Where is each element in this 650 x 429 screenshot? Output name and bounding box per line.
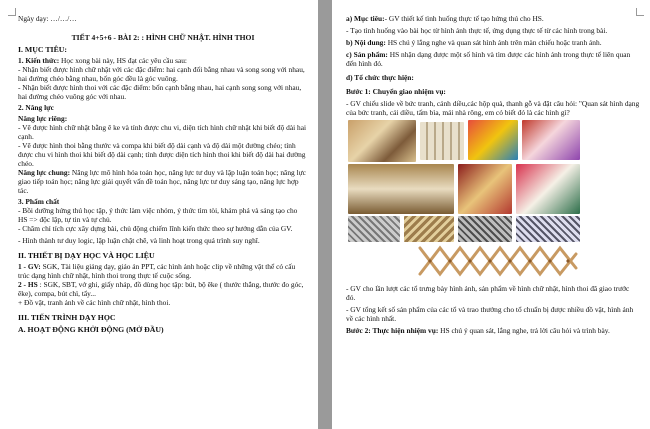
diamond-mesh-image (458, 216, 512, 242)
qualities-heading: 3. Phẩm chất (18, 197, 60, 206)
step1-text: - GV chiếu slide về bức tranh, cánh diều,các hộp quà, thanh gỗ và đặt câu hỏi: "Quan sát hình dạng của bức tranh, cái diều, tấm bìa, mái nhà rông, em có biết đó là các hình gì? (346, 99, 640, 117)
wire-fence-image (516, 216, 580, 242)
knowledge-item: - Nhận biết được hình thoi với các đặc điểm: bốn cạnh bằng nhau, hai cạnh song song với nhau, hai đường chéo vuông góc với nhau. (18, 83, 302, 101)
objective-item: - Tạo tình huống vào bài học từ hình ảnh thực tế, ứng dụng thực tế từ các hình trong bài. (346, 26, 608, 35)
lesson-title: TIẾT 4+5+6 - BÀI 2: : HÌNH CHỮ NHẬT. HÌNH THOI (71, 33, 255, 42)
competence-item: - Vẽ được hình chữ nhật bằng ê ke và tính được chu vi, diện tích hình chữ nhật khi biết độ dài hai cạnh. (18, 123, 307, 141)
picture-frame-image (348, 120, 416, 162)
quality-item: - Hình thành tư duy logic, lập luận chặt chẽ, và linh hoạt trong quá trình suy nghĩ. (18, 236, 260, 245)
right-page (332, 0, 650, 429)
wooden-lattice-image (404, 216, 454, 242)
section-objectives: I. MỤC TIÊU: (18, 45, 68, 54)
wooden-rack-image (416, 244, 580, 278)
step2-paragraph: Bước 2: Thực hiện nhiệm vụ: HS chú ý quan sát, lắng nghe, trả lời câu hỏi và trình bày. (346, 326, 610, 335)
kite-image (468, 120, 518, 160)
after-images-text: - GV tổng kết số sản phẩm của các tổ và trao thưởng cho tổ chuẩn bị được nhiều đồ vật, hình ảnh về các hình nhất. (346, 305, 634, 323)
after-images-text: - GV cho lần lượt các tổ trưng bày hình ảnh, sản phẩm về hình chữ nhật, hình thoi đã giao trước đó. (346, 284, 630, 302)
decorative-box-image (458, 164, 512, 214)
objective-paragraph: a) Mục tiêu:- GV thiết kế tình huống thực tế tạo hứng thú cho HS. (346, 14, 544, 23)
student-extra: + Đồ vật, tranh ảnh về các hình chữ nhật, hình thoi. (18, 298, 171, 307)
competence-heading: 2. Năng lực (18, 103, 54, 112)
wooden-panel-image (420, 122, 464, 160)
student-materials: 2 - HS : SGK, SBT, vở ghi, giấy nháp, đồ dùng học tập: bút, bộ êke ( thước thẳng, thước đo góc, êke), compa, bút chì, tẩy... (18, 280, 304, 298)
gift-boxes-image (522, 120, 580, 160)
product-paragraph: c) Sản phẩm: HS nhận dạng được một số hình và tìm được các hình ảnh trong thực tế liên quan đến hình đó. (346, 50, 631, 68)
section-process: III. TIẾN TRÌNH DẠY HỌC (18, 313, 116, 322)
quality-item: - Chăm chỉ tích cực xây dựng bài, chủ động chiếm lĩnh kiến thức theo sự hướng dẫn của GV. (18, 224, 293, 233)
specific-competence-heading: Năng lực riêng: (18, 114, 68, 123)
section-warmup: A. HOẠT ĐỘNG KHỞI ĐỘNG (MỞ ĐẦU) (18, 325, 164, 334)
step1-heading: Bước 1: Chuyển giao nhiệm vụ: (346, 87, 446, 96)
teacher-materials: 1 - GV: SGK, Tài liệu giảng dạy, giáo án PPT, các hình ảnh hoặc clip về những vật thể có cấu trúc dạng hình chữ nhật, hình thoi trong thực tế cuộc sống. (18, 262, 296, 280)
knowledge-item: - Nhận biết được hình chữ nhật với các đặc điểm: hai cạnh đối bằng nhau và song song với nhau, hai đường chéo bằng nhau, bốn góc đều là góc vuông. (18, 65, 305, 83)
teaching-date: Ngày dạy: …/…/… (18, 14, 77, 23)
crop-mark (8, 8, 16, 16)
knowledge-paragraph: 1. Kiến thức: Học xong bài này, HS đạt các yêu cầu sau: (18, 56, 187, 65)
content-paragraph: b) Nội dung: HS chú ý lắng nghe và quan sát hình ảnh trên màn chiếu hoặc tranh ảnh. (346, 38, 602, 47)
knowledge-label: 1. Kiến thức: (18, 56, 60, 65)
wall-paintings-image (348, 164, 454, 214)
left-page (0, 0, 318, 429)
competence-item: - Vẽ được hình thoi bằng thước và compa khi biết độ dài cạnh và độ dài một đường chéo; tính được chu vi hình thoi khi biết độ dài cạnh; tính được diện tích hình thoi khi biết độ dài hai đường chéo. (18, 141, 306, 168)
section-equipment: II. THIẾT BỊ DẠY HỌC VÀ HỌC LIỆU (18, 251, 155, 260)
crop-mark (636, 8, 644, 16)
organization-heading: d) Tổ chức thực hiện: (346, 73, 414, 82)
metal-mesh-image (348, 216, 400, 242)
general-competence: Năng lực chung: Năng lực mô hình hóa toán học, năng lực tư duy và lập luận toán học; năng lực giao tiếp toán học; năng lực giải quyết vấn đề toán học, năng lực tư duy sáng tạo, năng lực hợp tác. (18, 168, 306, 195)
gift-box-image (516, 164, 580, 214)
quality-item: - Bồi dưỡng hứng thú học tập, ý thức làm việc nhóm, ý thức tìm tòi, khám phá và sáng tạo cho HS => độc lập, tự tin và tự chủ. (18, 206, 298, 224)
illustration-collage (346, 120, 640, 280)
